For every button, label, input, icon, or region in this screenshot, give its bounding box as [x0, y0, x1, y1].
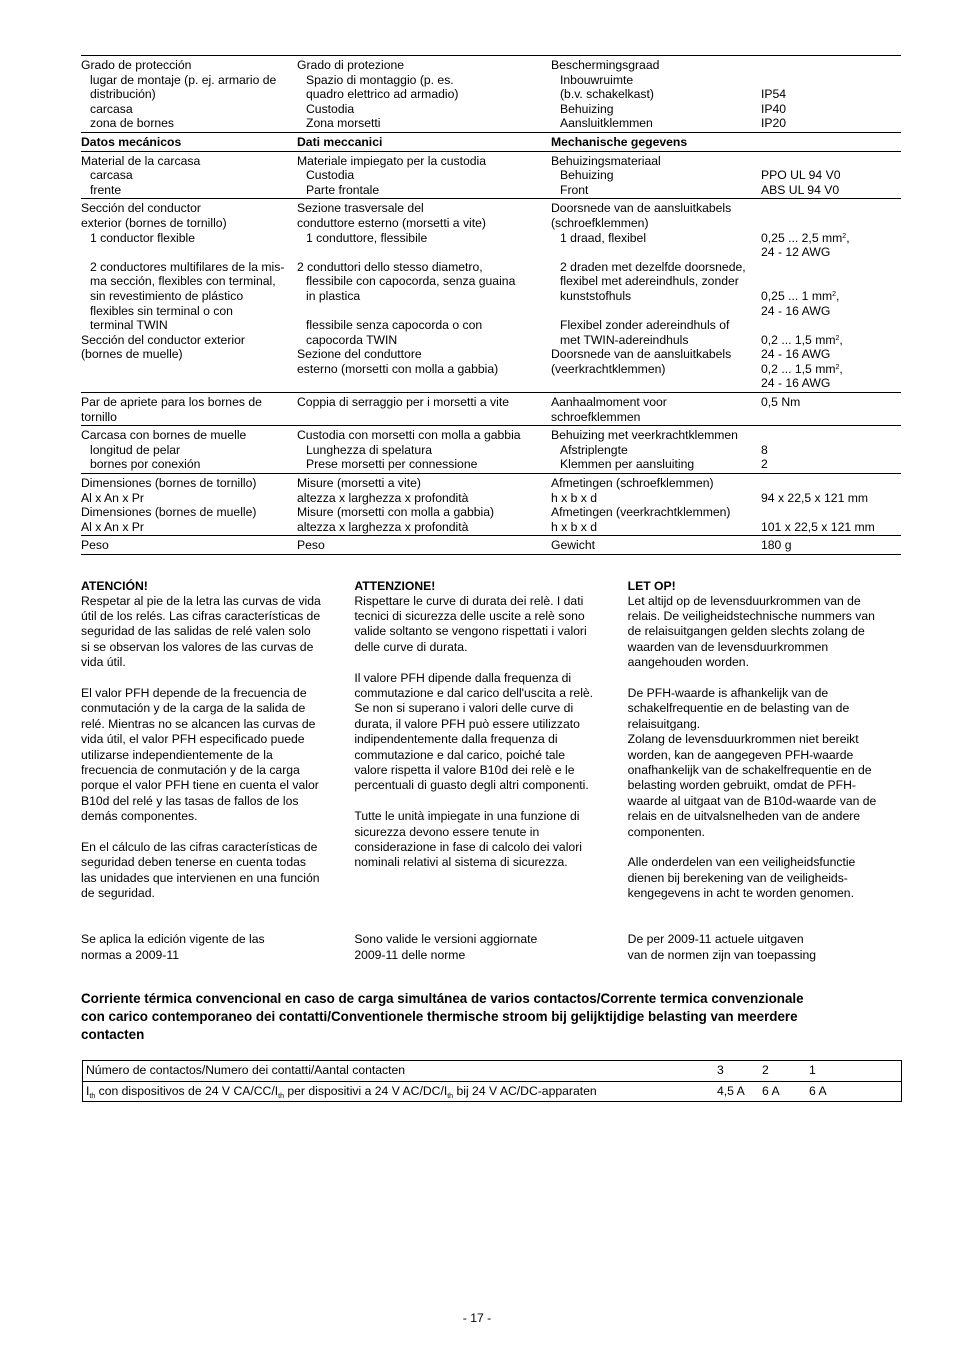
- note-line: [628, 917, 901, 932]
- note-line: commutazione e dal carico, poiché tale: [354, 747, 566, 762]
- cell-line: Doorsnede van de aansluitkabels: [551, 201, 732, 216]
- spanish-cell: [81, 154, 297, 198]
- italian-cell: [297, 395, 551, 424]
- note-title: LET OP!: [627, 579, 676, 593]
- note-line: Se aplica la edición vigente de las: [81, 932, 265, 947]
- table-row: [81, 393, 901, 426]
- cell-line: sin revestimiento de plástico: [90, 288, 244, 303]
- note-line: Se non si superano i valori delle curve di: [354, 701, 574, 716]
- note-line: De PFH-waarde is afhankelijk van de: [627, 686, 829, 701]
- cell-line: carcasa: [90, 168, 133, 183]
- cell-line: Zona morsetti: [306, 116, 381, 131]
- cell-line: in plastica: [306, 288, 361, 303]
- spanish-cell: [81, 538, 297, 553]
- note-line: [354, 871, 627, 886]
- note-line: [81, 671, 354, 686]
- note-line: utilizarse independientemente de la: [81, 747, 273, 762]
- cell-line: flexibles sin terminal o con: [90, 303, 233, 318]
- cell-line: Behuizing: [560, 101, 614, 116]
- cell-line: Peso: [81, 538, 109, 553]
- table-row: [81, 426, 901, 474]
- note-line: normas a 2009-11: [81, 947, 180, 962]
- note-line: vida útil, el valor PFH especificado puede: [81, 732, 305, 747]
- note-line: Rispettare le curve di durata dei relè. I dati: [354, 593, 584, 608]
- note-line: Let altijd op de levensduurkrommen van de: [627, 593, 861, 608]
- cell-line: 24 - 12 AWG: [761, 245, 831, 260]
- cell-line: Carcasa con bornes de muelle: [81, 428, 247, 443]
- value-cell: [761, 476, 901, 534]
- cell-line: [551, 304, 761, 319]
- cell-line: Aanhaalmoment voor: [551, 395, 667, 410]
- cell-line: (b.v. schakelkast): [560, 87, 654, 102]
- note-line: Tutte le unità impiegate in una funzione di: [354, 809, 580, 824]
- italian-cell: [297, 135, 551, 150]
- table-row: [81, 474, 901, 536]
- dutch-cell: [551, 395, 761, 424]
- note-line: relaisuitgang.: [627, 716, 701, 731]
- cell-line: 101 x 22,5 x 121 mm: [761, 519, 875, 534]
- note-line: relais en de uitvalsnelheden van de andere: [627, 809, 861, 824]
- cell-line: Parte frontale: [306, 182, 380, 197]
- value-cell: [761, 135, 901, 150]
- note-line: Il valore PFH dipende dalla frequenza di: [354, 670, 572, 685]
- cell-line: [761, 428, 901, 443]
- table-header-row: [83, 1061, 901, 1081]
- note-line: sicurezza devono essere tenute in: [354, 824, 540, 839]
- value-cell: [761, 201, 901, 391]
- note-line: En el cálculo de las cifras características de: [81, 840, 318, 855]
- note-line: [354, 794, 627, 809]
- cell-line: 0,25 ... 2,5 $mm^2$,: [761, 230, 850, 245]
- cell-line: Material de la carcasa: [81, 153, 201, 168]
- cell-line: 1 draad, flexibel: [560, 230, 647, 245]
- table-row: [81, 199, 901, 393]
- cell-line: [761, 505, 901, 520]
- cell-line: [297, 376, 551, 391]
- note-line: [354, 917, 627, 932]
- dutch-cell: [551, 538, 761, 553]
- note-line: belasting worden gebruikt, omdat de PFH-: [627, 778, 856, 793]
- italian-cell: [297, 476, 551, 534]
- page-number: - 17 -: [462, 1311, 492, 1325]
- cell-line: [81, 376, 297, 391]
- heading-line: contacten: [81, 1027, 145, 1042]
- cell-line: Custodia: [306, 101, 355, 116]
- cell-line: [761, 201, 901, 216]
- note-line: Zolang de levensduurkrommen niet bereikt: [627, 732, 859, 747]
- note-line: [628, 902, 901, 917]
- cell-line: Dimensiones (bornes de muelle): [81, 505, 257, 520]
- cell-line: [297, 245, 551, 260]
- note-line: dienen bij berekening van de veiligheids-: [627, 870, 848, 885]
- cell-line: [761, 274, 901, 289]
- spanish-cell: [81, 135, 297, 150]
- dutch-cell: [551, 201, 761, 391]
- cell-line: Gewicht: [551, 538, 596, 553]
- cell-line: [761, 135, 901, 150]
- cell-line: Al x An x Pr: [81, 519, 144, 534]
- cell-line: Datos mecánicos: [81, 134, 182, 149]
- cell-line: zona de bornes: [90, 116, 175, 131]
- note-line: [354, 655, 627, 670]
- cell-line: Prese morsetti per connessione: [306, 457, 478, 472]
- italian-cell: [297, 538, 551, 553]
- note-line: vida útil.: [81, 655, 126, 670]
- note-line: seguridad de las salidas de relé valen solo: [81, 624, 311, 639]
- note-line: demás componentes.: [81, 809, 198, 824]
- cell-line: [761, 58, 901, 73]
- cell-line: (veerkrachtklemmen): [551, 361, 666, 376]
- cell-line: [761, 216, 901, 231]
- spec-table: [81, 55, 901, 555]
- cell-line: [761, 73, 901, 88]
- cell-line: Custodia con morsetti con molla a gabbia: [297, 428, 521, 443]
- cell-line: (schroefklemmen): [551, 215, 649, 230]
- note-line: Alle onderdelen van een veiligheidsfunctie: [627, 855, 856, 870]
- value-cell: [761, 428, 901, 472]
- note-line: útil de los relés. Las cifras características de: [81, 609, 321, 623]
- dutch-cell: [551, 428, 761, 472]
- italian-cell: [297, 201, 551, 391]
- cell-line: Behuizingsmateriaal: [551, 153, 661, 168]
- cell-line: Behuizing: [560, 168, 614, 183]
- heading-line: Corriente térmica convencional en caso de carga simultánea de varios contactos/Corrente termica convenzionale: [81, 991, 804, 1006]
- cell-line: ABS UL 94 V0: [761, 182, 840, 197]
- cell-line: Klemmen per aansluiting: [560, 457, 695, 472]
- note-spanish: [81, 579, 354, 963]
- note-line: relais. De veiligheidstechnische nummers van: [627, 609, 875, 623]
- cell-line: [761, 476, 901, 491]
- note-line: [628, 671, 901, 686]
- cell-line: (bornes de muelle): [81, 347, 183, 362]
- ith-label: $I_{th}$ con dispositivos de 24 V $CA/CC/I_{th}$ per dispositivi a 24 V $AC/DC/I_{th}$ bij 24 V AC/DC-apparaten: [86, 1083, 597, 1100]
- cell-line: Flexibel zonder adereindhuls of: [560, 318, 730, 333]
- cell-line: 1 conduttore, flessibile: [306, 230, 428, 245]
- note-line: de seguridad.: [81, 886, 155, 901]
- cell-line: [81, 362, 297, 377]
- cell-line: 1 conductor flexible: [90, 230, 196, 245]
- cell-line: Afmetingen (schroefklemmen): [551, 476, 714, 491]
- cell-line: Al x An x Pr: [81, 490, 144, 505]
- cell-line: Custodia: [306, 168, 355, 183]
- cell-line: Inbouwruimte: [560, 72, 634, 87]
- cell-line: Afmetingen (veerkrachtklemmen): [551, 505, 731, 520]
- cell-line: [551, 245, 761, 260]
- note-line: [81, 917, 354, 932]
- note-line: aangehouden worden.: [627, 655, 749, 670]
- cell-line: carcasa: [90, 101, 133, 116]
- cell-line: Doorsnede van de aansluitkabels: [551, 347, 732, 362]
- cell-line: met TWIN-adereindhuls: [560, 332, 689, 347]
- note-line: indipendentemente dalla frequenza di: [354, 732, 558, 747]
- contacts-3: 3: [717, 1063, 724, 1077]
- cell-line: Dati meccanici: [297, 134, 383, 149]
- cell-line: altezza x larghezza x profondità: [297, 519, 469, 534]
- contacts-1: 1: [809, 1063, 816, 1077]
- cell-line: Misure (morsetti a vite): [297, 476, 421, 491]
- cell-line: 2 conductores multifilares de la mis-: [90, 259, 285, 274]
- cell-line: lugar de montaje (p. ej. armario de: [90, 72, 277, 87]
- cell-line: kunststofhuls: [560, 288, 632, 303]
- cell-line: longitud de pelar: [90, 442, 181, 457]
- ith-value-2: 6 A: [762, 1083, 780, 1098]
- cell-line: IP20: [761, 116, 787, 131]
- note-line: [81, 825, 354, 840]
- note-line: durata, il valore PFH può essere utilizzato: [354, 716, 580, 731]
- dutch-cell: [551, 154, 761, 198]
- spanish-cell: [81, 428, 297, 472]
- cell-line: flessibile con capocorda, senza guaina: [306, 274, 516, 289]
- note-line: seguridad deben tenerse en cuenta todas: [81, 855, 306, 870]
- dutch-cell: [551, 58, 761, 131]
- note-line: El valor PFH depende de la frecuencia de: [81, 686, 307, 701]
- value-cell: [761, 395, 901, 424]
- cell-line: Spazio di montaggio (p. es.: [306, 72, 454, 87]
- note-italian: [354, 579, 627, 963]
- note-line: [81, 902, 354, 917]
- cell-line: [81, 245, 297, 260]
- cell-line: [551, 376, 761, 391]
- cell-line: Peso: [297, 538, 325, 553]
- value-cell: [761, 538, 901, 553]
- cell-line: frente: [90, 182, 122, 197]
- note-line: las unidades que intervienen en una función: [81, 870, 320, 885]
- note-line: [628, 840, 901, 855]
- cell-line: Lunghezza di spelatura: [306, 442, 433, 457]
- cell-line: Grado de protección: [81, 58, 192, 72]
- note-line: de relaisuitgangen gelden slechts zolang de: [627, 624, 865, 639]
- cell-line: Misure (morsetti con molla a gabbia): [297, 505, 495, 520]
- note-line: delle curve di durata.: [354, 639, 468, 654]
- note-line: 2009-11 delle norme: [354, 947, 466, 962]
- thermal-current-table: [82, 1060, 902, 1102]
- note-line: schakelfrequentie en de belasting van de: [627, 701, 850, 716]
- table-row: [81, 152, 901, 200]
- note-line: commutazione e dal carico dell'uscita a relè.: [354, 686, 594, 701]
- cell-line: quadro elettrico ad armadio): [306, 87, 459, 102]
- spanish-cell: [81, 395, 297, 424]
- cell-line: IP54: [761, 87, 787, 102]
- note-line: waarden van de levensduurkrommen: [627, 639, 829, 654]
- cell-line: Beschermingsgraad: [551, 58, 660, 72]
- note-line: relé. Mientras no se alcancen las curvas de: [81, 716, 316, 731]
- note-line: worden, kan de aangegeven PFH-waarde: [627, 747, 854, 762]
- note-line: valore rispetta il valore B10d dei relè e le: [354, 763, 575, 778]
- cell-line: flexibel met adereindhuls, zonder: [560, 274, 739, 289]
- spanish-cell: [81, 58, 297, 131]
- cell-line: Mechanische gegevens: [551, 134, 688, 149]
- safety-notes: [81, 579, 901, 963]
- cell-line: exterior (bornes de tornillo): [81, 215, 227, 230]
- cell-line: tornillo: [81, 409, 117, 424]
- note-line: porque el valor PFH tiene en cuenta el valor: [81, 778, 319, 793]
- cell-line: PPO UL 94 V0: [761, 168, 841, 183]
- value-cell: [761, 154, 901, 198]
- cell-line: h x b x d: [551, 519, 598, 534]
- cell-line: 0,25 ... 1 $mm^2$,: [761, 288, 840, 303]
- note-line: De per 2009-11 actuele uitgaven: [627, 932, 804, 947]
- cell-line: 2 conduttori dello stesso diametro,: [297, 259, 483, 274]
- note-line: waarde al uitgaat van de B10d-waarde van de: [627, 793, 877, 808]
- cell-line: bornes por conexión: [90, 457, 201, 472]
- cell-line: distribución): [90, 87, 156, 102]
- italian-cell: [297, 58, 551, 131]
- italian-cell: [297, 154, 551, 198]
- table-row: [81, 536, 901, 555]
- cell-line: altezza x larghezza x profondità: [297, 490, 469, 505]
- note-line: frecuencia de conmutación y de la carga: [81, 763, 300, 778]
- cell-line: [297, 304, 551, 319]
- cell-line: ma sección, flexibles con terminal,: [90, 274, 276, 289]
- cell-line: flessibile senza capocorda o con: [306, 318, 483, 333]
- table-row: [83, 1081, 901, 1102]
- cell-line: Afstriplengte: [560, 442, 628, 457]
- cell-line: esterno (morsetti con molla a gabbia): [297, 361, 499, 376]
- cell-line: [761, 318, 901, 333]
- note-line: tecnici di sicurezza delle uscite a relè sono: [354, 609, 585, 623]
- contacts-label: Número de contactos/Numero dei contatti/Aantal contacten: [86, 1063, 406, 1077]
- cell-line: [761, 154, 901, 169]
- note-line: si se observan los valores de las curvas de: [81, 639, 314, 654]
- cell-line: 2 draden met dezelfde doorsnede,: [560, 259, 746, 274]
- cell-line: Sezione del conduttore: [297, 347, 422, 362]
- cell-line: IP40: [761, 101, 787, 116]
- note-line: [354, 886, 627, 901]
- note-line: nominali relativi al sistema di sicurezza.: [354, 855, 568, 870]
- cell-line: Aansluitklemmen: [560, 116, 653, 131]
- cell-line: 2: [761, 457, 768, 472]
- cell-line: Coppia di serraggio per i morsetti a vite: [297, 395, 510, 410]
- cell-line: Sección del conductor: [81, 201, 201, 216]
- note-line: onafhankelijk van de schakelfrequentie en de: [627, 763, 872, 778]
- cell-line: capocorda TWIN: [306, 332, 398, 347]
- cell-line: 94 x 22,5 x 121 mm: [761, 490, 869, 505]
- cell-line: 0,2 ... 1,5 $mm^2$,: [761, 361, 843, 376]
- note-line: percentuali di guasto degli altri componenti.: [354, 778, 589, 793]
- note-title: ATTENZIONE!: [354, 579, 436, 593]
- cell-line: Behuizing met veerkrachtklemmen: [551, 428, 738, 443]
- spanish-cell: [81, 476, 297, 534]
- note-line: valide soltanto se vengono rispettati i valori: [354, 624, 587, 639]
- note-line: [354, 902, 627, 917]
- spanish-cell: [81, 201, 297, 391]
- ith-value-1: 6 A: [809, 1083, 827, 1098]
- cell-line: 24 - 16 AWG: [761, 347, 831, 362]
- cell-line: Grado di protezione: [297, 58, 405, 72]
- ith-value-3: 4,5 A: [717, 1083, 745, 1098]
- note-line: kengegevens in acht te worden genomen.: [627, 886, 854, 901]
- cell-line: schroefklemmen: [551, 409, 641, 424]
- cell-line: 24 - 16 AWG: [761, 303, 831, 318]
- contacts-2: 2: [762, 1063, 769, 1077]
- note-line: Respetar al pie de la letra las curvas de vida: [81, 593, 321, 608]
- cell-line: 180 g: [761, 538, 792, 553]
- cell-line: 8: [761, 442, 768, 457]
- cell-line: Front: [560, 182, 589, 197]
- note-line: conmutación y de la carga de la salida de: [81, 701, 306, 716]
- cell-line: 0,2 ... 1,5 $mm^2$,: [761, 332, 843, 347]
- note-line: componenten.: [627, 824, 705, 839]
- cell-line: h x b x d: [551, 490, 598, 505]
- cell-line: Dimensiones (bornes de tornillo): [81, 476, 257, 491]
- note-dutch: [628, 579, 901, 963]
- cell-line: 24 - 16 AWG: [761, 376, 831, 391]
- note-line: B10d del relé y las tasas de fallos de los: [81, 793, 299, 808]
- cell-line: Materiale impiegato per la custodia: [297, 153, 487, 168]
- note-line: Sono valide le versioni aggiornate: [354, 932, 538, 947]
- cell-line: Sezione trasversale del: [297, 201, 424, 216]
- cell-line: [761, 260, 901, 275]
- thermal-current-heading: [81, 990, 901, 1044]
- note-title: ATENCIÓN!: [81, 579, 148, 593]
- dutch-cell: [551, 135, 761, 150]
- note-line: van de normen zijn van toepassing: [627, 947, 817, 962]
- value-cell: [761, 58, 901, 131]
- cell-line: 0,5 Nm: [761, 395, 801, 410]
- note-line: considerazione in fase di calcolo dei valori: [354, 840, 582, 855]
- table-row: [81, 56, 901, 133]
- italian-cell: [297, 428, 551, 472]
- dutch-cell: [551, 476, 761, 534]
- section-header-row: [81, 133, 901, 152]
- cell-line: conduttore esterno (morsetti a vite): [297, 215, 486, 230]
- cell-line: Par de apriete para los bornes de: [81, 395, 262, 410]
- heading-line: con carico contemporaneo dei contatti/Conventionele thermische stroom bij gelijktijdige belasting van meerdere: [81, 1009, 798, 1024]
- cell-line: terminal TWIN: [90, 318, 168, 333]
- cell-line: Sección del conductor exterior: [81, 332, 245, 347]
